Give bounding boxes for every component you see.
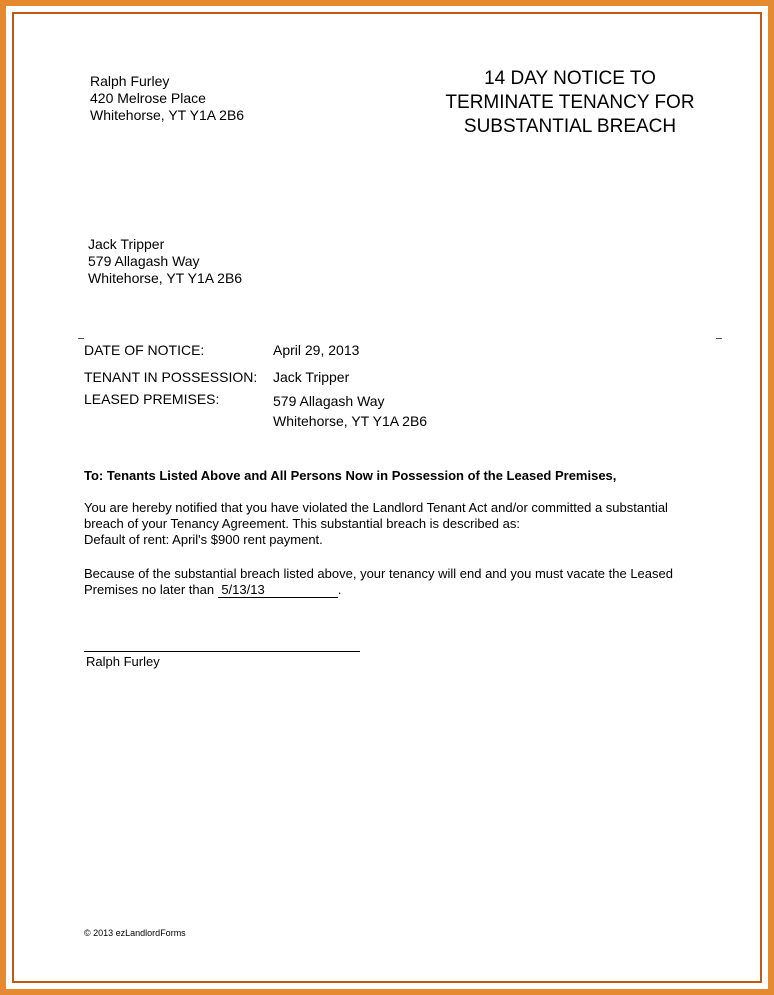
date-of-notice-label: DATE OF NOTICE:	[84, 342, 205, 358]
vacate-paragraph	[84, 566, 673, 598]
breach-line-2: breach of your Tenancy Agreement. This substantial breach is described as:	[84, 516, 520, 531]
vacate-date-value: 5/13/13	[221, 582, 265, 597]
tenant-in-possession-label: TENANT IN POSSESSION:	[84, 369, 258, 385]
vacate-date	[218, 583, 338, 598]
copyright-footer: © 2013 ezLandlordForms	[84, 928, 186, 938]
tenant-address	[88, 236, 242, 287]
leased-premises-value	[273, 391, 427, 431]
tenant-name: Jack Tripper	[88, 236, 165, 252]
landlord-street: 420 Melrose Place	[90, 90, 206, 106]
right-margin-mark	[716, 338, 722, 339]
title-line-1: 14 DAY NOTICE TO	[484, 68, 656, 89]
date-of-notice-value: April 29, 2013	[273, 342, 360, 358]
title-line-2: TERMINATE TENANCY FOR	[445, 92, 695, 113]
landlord-address	[90, 73, 244, 124]
tenant-city: Whitehorse, YT Y1A 2B6	[88, 270, 243, 286]
vacate-line-1: Because of the substantial breach listed above, your tenancy will end and you must vacate the Leased	[84, 566, 673, 581]
notice-title	[420, 67, 720, 139]
tenant-in-possession-value: Jack Tripper	[273, 369, 350, 385]
landlord-city: Whitehorse, YT Y1A 2B6	[90, 107, 245, 123]
premises-street: 579 Allagash Way	[273, 393, 385, 409]
breach-paragraph	[84, 500, 668, 548]
landlord-name: Ralph Furley	[90, 73, 170, 89]
salutation: To: Tenants Listed Above and All Persons Now in Possession of the Leased Premises,	[84, 468, 617, 483]
tenant-street: 579 Allagash Way	[88, 253, 200, 269]
signature-line	[84, 651, 360, 652]
breach-line-1: You are hereby notified that you have violated the Landlord Tenant Act and/or committed a substantial	[84, 500, 668, 515]
title-line-3: SUBSTANTIAL BREACH	[463, 116, 677, 137]
leased-premises-label: LEASED PREMISES:	[84, 391, 220, 407]
signature-name: Ralph Furley	[86, 654, 160, 669]
vacate-prefix: Premises no later than	[84, 582, 215, 597]
premises-city: Whitehorse, YT Y1A 2B6	[273, 413, 428, 429]
breach-description: Default of rent: April's $900 rent payment.	[84, 532, 323, 547]
left-margin-mark	[78, 338, 84, 339]
vacate-line-2	[84, 582, 673, 598]
vacate-suffix: .	[337, 582, 342, 597]
